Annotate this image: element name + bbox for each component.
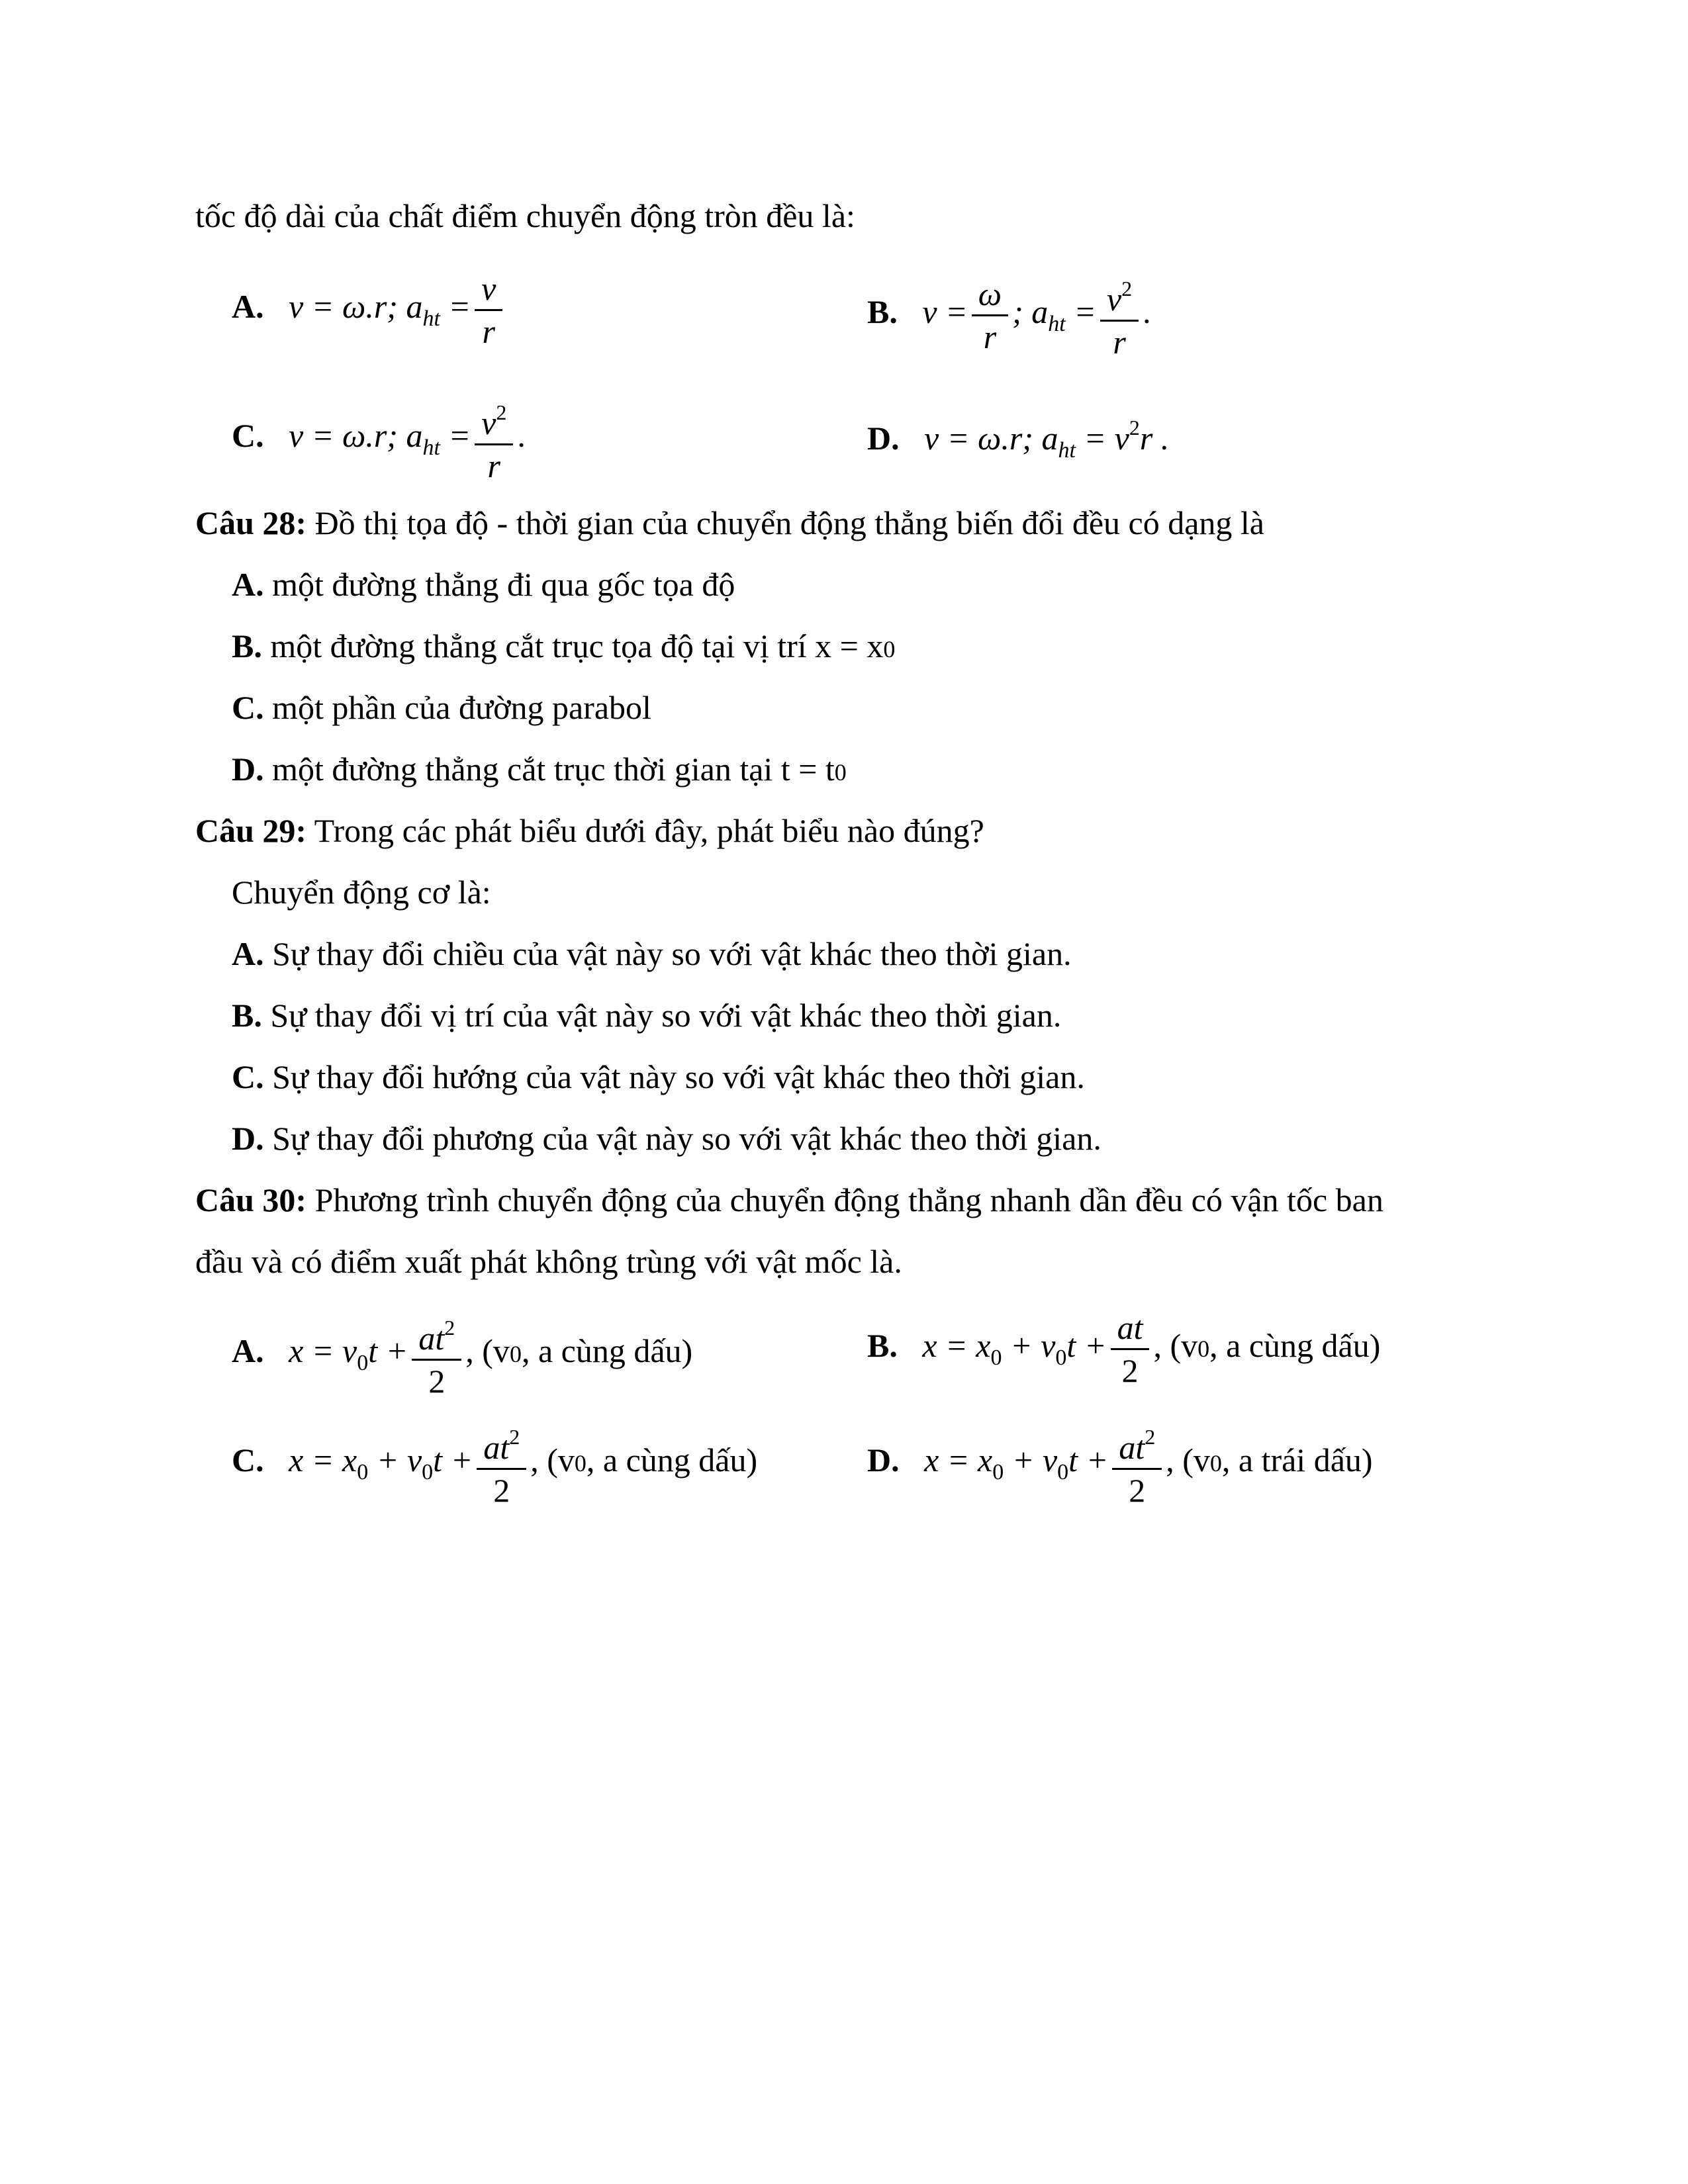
fraction: $\frac{\omega}{r}$ (972, 273, 1008, 357)
q29-lead (232, 872, 491, 912)
option-text: một đường thẳng đi qua gốc tọa độ (263, 566, 735, 603)
fraction: $\frac{at^2}{2}$ (477, 1416, 526, 1511)
q27-option-d (867, 416, 1169, 463)
option-label: D. (867, 420, 900, 457)
lead-text: Chuyển động cơ là: (232, 874, 491, 911)
formula: v = ω.r; $a_{ht} = v^2r$ . (908, 416, 1170, 463)
fraction: $\frac{at^2}{2}$ (412, 1307, 461, 1402)
q28-option-d (232, 749, 847, 792)
option-label: C. (232, 416, 264, 454)
option-text: Sự thay đổi hướng của vật này so với vật khác theo thời gian. (263, 1058, 1085, 1095)
formula: $x = x_0 + v_0t$ + (906, 1326, 1107, 1370)
q30-option-b (867, 1307, 1380, 1391)
fraction: $\frac{v^2}{r}$ (475, 392, 513, 486)
question-number: Câu 30: (195, 1181, 307, 1218)
q30-stem-line2 (195, 1242, 902, 1281)
note-rest: , a cùng dấu) (1209, 1326, 1381, 1364)
q29-option-a (232, 934, 1072, 974)
q27-option-b: B. v = $\frac{\omega}{r}$ ; $a_{ht}$ = $\frac{v^2}{r}$ . (867, 268, 1151, 363)
option-label: A. (232, 1332, 264, 1369)
fraction: $\frac{at^2}{2}$ (1112, 1416, 1162, 1511)
fraction: $\frac{at}{2}$ (1111, 1307, 1150, 1391)
subscript: 0 (834, 759, 847, 786)
question-text: Trong các phát biểu dưới đây, phát biểu nào đúng? (306, 812, 984, 849)
intro-text: tốc độ dài của chất điểm chuyển động tròn đều là: (195, 197, 855, 234)
note: , (v (1166, 1441, 1210, 1479)
option-text: một đường thẳng cắt trục tọa độ tại vị trí x = x (261, 627, 884, 664)
q29-option-b (232, 995, 1061, 1035)
option-text: một đường thẳng cắt trục thời gian tại t = t (263, 751, 835, 788)
formula: v = ω.r; $a_{ht}$ = (272, 287, 471, 331)
note: , (v (465, 1332, 510, 1369)
formula: v = ω.r; $a_{ht}$ = (272, 416, 471, 460)
option-label: B. (867, 1326, 898, 1364)
question-text: Đồ thị tọa độ - thời gian của chuyển động thẳng biến đổi đều có dạng là (306, 504, 1265, 541)
option-text: Sự thay đổi chiều của vật này so với vật khác theo thời gian. (263, 935, 1072, 972)
option-label: D. (232, 751, 264, 788)
option-label: C. (232, 689, 264, 726)
option-label: C. (232, 1058, 264, 1095)
question-number: Câu 29: (195, 812, 307, 849)
intro-line (195, 196, 855, 236)
q30-stem-line1 (195, 1180, 1383, 1220)
formula: $x = v_0t$ + (272, 1332, 408, 1375)
option-label: A. (232, 566, 264, 603)
option-label: A. (232, 287, 264, 325)
option-label: D. (867, 1441, 900, 1479)
fraction: $\frac{v^2}{r}$ (1100, 268, 1139, 363)
q30-option-c (232, 1416, 757, 1511)
note-rest: , a cùng dấu) (521, 1332, 693, 1369)
option-label: B. (232, 627, 262, 664)
q28-option-b (232, 626, 895, 669)
q30-option-d (867, 1416, 1373, 1511)
note-rest: , a cùng dấu) (586, 1441, 758, 1479)
note: , (v (1153, 1326, 1198, 1364)
option-label: D. (232, 1120, 264, 1157)
question-number: Câu 28: (195, 504, 307, 541)
note-subscript: 0 (509, 1340, 522, 1367)
question-text: Phương trình chuyển động của chuyển động thẳng nhanh dần đều có vận tốc ban (306, 1181, 1383, 1218)
q28-option-a (232, 565, 735, 604)
formula: $x = x_0 + v_0t$ + (272, 1441, 473, 1484)
q29-option-d (232, 1118, 1102, 1158)
fraction: $\frac{v}{r}$ (475, 268, 502, 352)
note: , (v (530, 1441, 575, 1479)
q27-option-a (232, 268, 506, 352)
subscript: 0 (883, 636, 896, 662)
q30-option-a (232, 1307, 692, 1402)
q29-option-c (232, 1057, 1085, 1097)
formula: $x = x_0 + v_0t$ + (908, 1441, 1109, 1484)
option-label: C. (232, 1441, 264, 1479)
option-label: B. (232, 997, 262, 1034)
note-rest: , a trái dấu) (1221, 1441, 1373, 1479)
option-text: Sự thay đổi phương của vật này so với vật khác theo thời gian. (263, 1120, 1102, 1157)
note-subscript: 0 (1197, 1335, 1210, 1362)
note-subscript: 0 (574, 1449, 586, 1477)
option-text: Sự thay đổi vị trí của vật này so với vật khác theo thời gian. (261, 997, 1062, 1034)
option-text: một phần của đường parabol (263, 689, 651, 726)
option-label: B. (867, 293, 898, 330)
option-label: A. (232, 935, 264, 972)
question-text: đầu và có điểm xuất phát không trùng với vật mốc là. (195, 1243, 902, 1280)
q28-option-c (232, 688, 651, 727)
q28-stem (195, 503, 1264, 543)
formula: v = (906, 293, 968, 330)
note-subscript: 0 (1209, 1449, 1222, 1477)
q29-stem (195, 811, 984, 850)
q27-option-c: C. v = ω.r; $a_{ht}$ = $\frac{v^2}{r}$ . (232, 392, 526, 486)
